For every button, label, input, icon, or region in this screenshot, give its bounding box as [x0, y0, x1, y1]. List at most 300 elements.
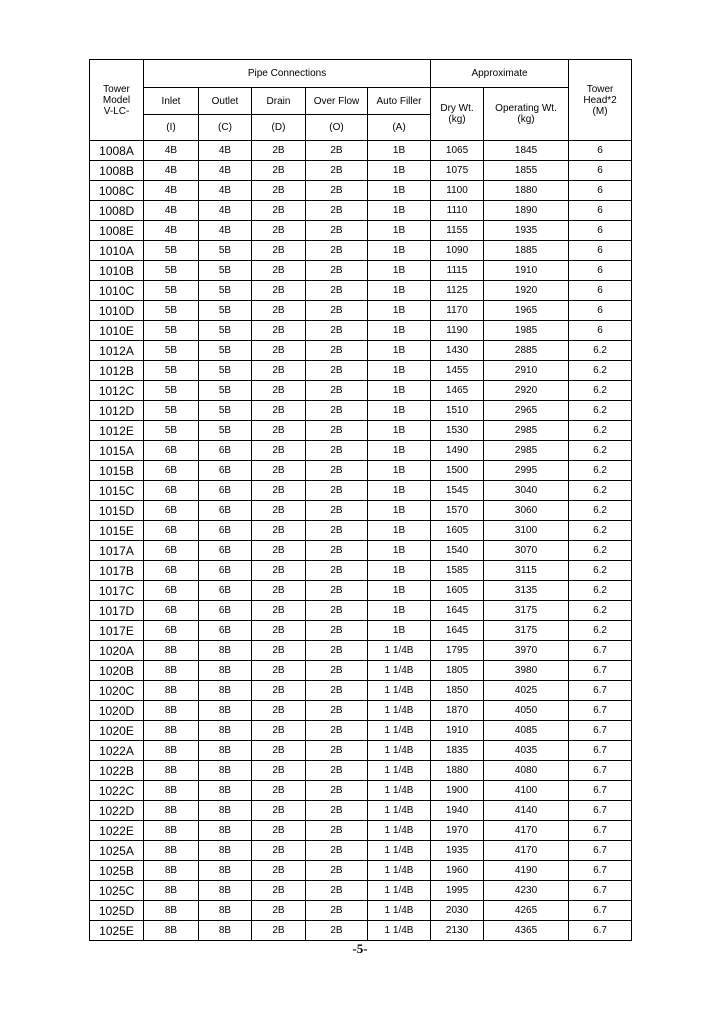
tower-head-cell: 6.7: [569, 921, 632, 941]
tower-model-cell: 1015D: [90, 501, 144, 521]
table-row: [90, 361, 632, 381]
dry-weight-cell: 1805: [431, 661, 484, 681]
tower-model-cell: 1017B: [90, 561, 144, 581]
table-row: [90, 841, 632, 861]
outlet-cell: 5B: [199, 421, 252, 441]
dry-weight-cell: 1540: [431, 541, 484, 561]
dry-weight-cell: 1645: [431, 601, 484, 621]
table-row: [90, 241, 632, 261]
drain-cell: 2B: [252, 221, 306, 241]
tower-head-cell: 6.2: [569, 341, 632, 361]
dry-weight-cell: 1995: [431, 881, 484, 901]
operating-weight-cell: 1855: [484, 161, 569, 181]
dry-weight-cell: 1530: [431, 421, 484, 441]
tower-model-cell: 1025D: [90, 901, 144, 921]
specification-table: [89, 59, 632, 941]
dry-weight-cell: 1900: [431, 781, 484, 801]
tower-model-cell: 1020A: [90, 641, 144, 661]
outlet-cell: 8B: [199, 721, 252, 741]
table-row: [90, 321, 632, 341]
over-flow-cell: 2B: [306, 561, 368, 581]
inlet-cell: 5B: [144, 261, 199, 281]
dry-weight-cell: 1850: [431, 681, 484, 701]
table-row: [90, 401, 632, 421]
over-flow-cell: 2B: [306, 621, 368, 641]
tower-head-cell: 6.2: [569, 481, 632, 501]
tower-head-cell: 6: [569, 141, 632, 161]
over-flow-cell: 2B: [306, 921, 368, 941]
inlet-cell: 5B: [144, 321, 199, 341]
auto-filler-cell: 1 1/4B: [368, 721, 431, 741]
auto-filler-cell: 1 1/4B: [368, 701, 431, 721]
operating-weight-cell: 2920: [484, 381, 569, 401]
auto-filler-cell: 1 1/4B: [368, 861, 431, 881]
drain-cell: 2B: [252, 481, 306, 501]
over-flow-cell: 2B: [306, 141, 368, 161]
operating-weight-cell: 4085: [484, 721, 569, 741]
table-row: [90, 741, 632, 761]
operating-weight-header: [484, 88, 569, 141]
inlet-cell: 6B: [144, 501, 199, 521]
operating-weight-cell: 3070: [484, 541, 569, 561]
operating-weight-cell: 2995: [484, 461, 569, 481]
tower-model-cell: 1010D: [90, 301, 144, 321]
outlet-cell: 5B: [199, 361, 252, 381]
operating-weight-cell: 4035: [484, 741, 569, 761]
over-flow-cell: 2B: [306, 381, 368, 401]
tower-model-header: [90, 60, 144, 141]
outlet-cell: 8B: [199, 861, 252, 881]
tower-head-cell: 6.2: [569, 461, 632, 481]
table-row: [90, 461, 632, 481]
dry-weight-header-line: Dry Wt.: [440, 103, 474, 114]
over-flow-cell: 2B: [306, 801, 368, 821]
over-flow-cell: 2B: [306, 901, 368, 921]
table-row: [90, 161, 632, 181]
over-flow-cell: 2B: [306, 781, 368, 801]
outlet-cell: 8B: [199, 841, 252, 861]
tower-model-cell: 1010E: [90, 321, 144, 341]
tower-head-cell: 6.7: [569, 901, 632, 921]
tower-head-cell: 6.7: [569, 801, 632, 821]
approximate-header: Approximate: [431, 60, 569, 88]
tower-head-header-line: (M): [592, 105, 608, 117]
dry-weight-cell: 1645: [431, 621, 484, 641]
drain-cell: 2B: [252, 841, 306, 861]
auto-filler-cell: 1B: [368, 241, 431, 261]
operating-weight-cell: 4050: [484, 701, 569, 721]
over-flow-cell: 2B: [306, 721, 368, 741]
tower-model-cell: 1020E: [90, 721, 144, 741]
drain-cell: 2B: [252, 401, 306, 421]
over-flow-cell: 2B: [306, 441, 368, 461]
tower-model-cell: 1010A: [90, 241, 144, 261]
over-flow-cell: 2B: [306, 221, 368, 241]
inlet-cell: 8B: [144, 861, 199, 881]
tower-model-cell: 1022A: [90, 741, 144, 761]
tower-model-cell: 1025E: [90, 921, 144, 941]
dry-weight-cell: 1835: [431, 741, 484, 761]
inlet-cell: 6B: [144, 601, 199, 621]
auto-filler-cell: 1B: [368, 581, 431, 601]
tower-model-cell: 1012E: [90, 421, 144, 441]
table-row: [90, 601, 632, 621]
inlet-cell: 5B: [144, 301, 199, 321]
tower-head-header-line: Tower: [586, 83, 614, 95]
dry-weight-cell: 1940: [431, 801, 484, 821]
inlet-cell: 8B: [144, 761, 199, 781]
dry-weight-cell: 1465: [431, 381, 484, 401]
auto-filler-cell: 1 1/4B: [368, 661, 431, 681]
inlet-code: (I): [144, 115, 199, 141]
over-flow-cell: 2B: [306, 861, 368, 881]
over-flow-cell: 2B: [306, 741, 368, 761]
inlet-cell: 4B: [144, 221, 199, 241]
drain-header: Drain: [252, 88, 306, 115]
tower-model-cell: 1015C: [90, 481, 144, 501]
dry-weight-cell: 1190: [431, 321, 484, 341]
auto-filler-cell: 1 1/4B: [368, 921, 431, 941]
dry-weight-cell: 2030: [431, 901, 484, 921]
auto-filler-cell: 1B: [368, 481, 431, 501]
dry-weight-cell: 1170: [431, 301, 484, 321]
inlet-cell: 6B: [144, 441, 199, 461]
outlet-cell: 8B: [199, 661, 252, 681]
auto-filler-cell: 1B: [368, 521, 431, 541]
drain-cell: 2B: [252, 601, 306, 621]
auto-filler-cell: 1B: [368, 461, 431, 481]
table-row: [90, 641, 632, 661]
auto-filler-cell: 1 1/4B: [368, 821, 431, 841]
tower-head-cell: 6: [569, 321, 632, 341]
auto-filler-cell: 1B: [368, 561, 431, 581]
inlet-cell: 4B: [144, 141, 199, 161]
over-flow-cell: 2B: [306, 301, 368, 321]
tower-model-cell: 1008A: [90, 141, 144, 161]
tower-model-cell: 1008C: [90, 181, 144, 201]
table-row: [90, 501, 632, 521]
drain-cell: 2B: [252, 241, 306, 261]
inlet-cell: 8B: [144, 921, 199, 941]
drain-cell: 2B: [252, 821, 306, 841]
dry-weight-cell: 1100: [431, 181, 484, 201]
operating-weight-cell: 1965: [484, 301, 569, 321]
outlet-cell: 6B: [199, 621, 252, 641]
dry-weight-cell: 1585: [431, 561, 484, 581]
inlet-cell: 5B: [144, 281, 199, 301]
drain-cell: 2B: [252, 701, 306, 721]
outlet-cell: 5B: [199, 321, 252, 341]
auto-filler-cell: 1B: [368, 601, 431, 621]
operating-weight-cell: 1935: [484, 221, 569, 241]
tower-head-cell: 6.2: [569, 561, 632, 581]
operating-weight-cell: 1845: [484, 141, 569, 161]
drain-cell: 2B: [252, 181, 306, 201]
operating-weight-cell: 3970: [484, 641, 569, 661]
drain-cell: 2B: [252, 921, 306, 941]
outlet-cell: 8B: [199, 781, 252, 801]
operating-weight-cell: 1885: [484, 241, 569, 261]
outlet-cell: 8B: [199, 881, 252, 901]
outlet-cell: 4B: [199, 161, 252, 181]
auto-filler-cell: 1B: [368, 181, 431, 201]
drain-code: (D): [252, 115, 306, 141]
dry-weight-cell: 1970: [431, 821, 484, 841]
tower-head-cell: 6: [569, 221, 632, 241]
auto-filler-cell: 1B: [368, 321, 431, 341]
operating-weight-cell: 3115: [484, 561, 569, 581]
over-flow-cell: 2B: [306, 481, 368, 501]
auto-filler-cell: 1B: [368, 421, 431, 441]
table-row: [90, 261, 632, 281]
tower-head-cell: 6.2: [569, 621, 632, 641]
outlet-cell: 6B: [199, 481, 252, 501]
operating-weight-cell: 4140: [484, 801, 569, 821]
tower-head-cell: 6.2: [569, 601, 632, 621]
drain-cell: 2B: [252, 321, 306, 341]
dry-weight-cell: 1910: [431, 721, 484, 741]
table-row: [90, 301, 632, 321]
tower-model-cell: 1008D: [90, 201, 144, 221]
operating-weight-header-line: Operating Wt.: [495, 103, 557, 114]
operating-weight-cell: 4080: [484, 761, 569, 781]
over-flow-header: Over Flow: [306, 88, 368, 115]
tower-model-cell: 1022E: [90, 821, 144, 841]
operating-weight-cell: 2985: [484, 421, 569, 441]
tower-head-cell: 6: [569, 161, 632, 181]
outlet-cell: 8B: [199, 921, 252, 941]
dry-weight-cell: 1155: [431, 221, 484, 241]
auto-filler-cell: 1B: [368, 201, 431, 221]
over-flow-cell: 2B: [306, 641, 368, 661]
drain-cell: 2B: [252, 881, 306, 901]
table-row: [90, 421, 632, 441]
tower-head-cell: 6: [569, 281, 632, 301]
over-flow-cell: 2B: [306, 461, 368, 481]
table-row: [90, 481, 632, 501]
inlet-cell: 8B: [144, 661, 199, 681]
dry-weight-cell: 1075: [431, 161, 484, 181]
tower-head-cell: 6.2: [569, 401, 632, 421]
outlet-cell: 4B: [199, 221, 252, 241]
tower-model-cell: 1008B: [90, 161, 144, 181]
inlet-cell: 5B: [144, 241, 199, 261]
table-row: [90, 921, 632, 941]
inlet-cell: 4B: [144, 201, 199, 221]
tower-model-header-line: V-LC-: [103, 105, 130, 117]
tower-head-cell: 6.2: [569, 521, 632, 541]
drain-cell: 2B: [252, 861, 306, 881]
tower-head-cell: 6.7: [569, 701, 632, 721]
operating-weight-cell: 2910: [484, 361, 569, 381]
table-row: [90, 561, 632, 581]
drain-cell: 2B: [252, 521, 306, 541]
table-row: [90, 861, 632, 881]
over-flow-cell: 2B: [306, 161, 368, 181]
inlet-cell: 5B: [144, 421, 199, 441]
over-flow-cell: 2B: [306, 581, 368, 601]
auto-filler-code: (A): [368, 115, 431, 141]
auto-filler-cell: 1 1/4B: [368, 781, 431, 801]
inlet-cell: 5B: [144, 341, 199, 361]
outlet-cell: 8B: [199, 701, 252, 721]
table-row: [90, 521, 632, 541]
tower-model-cell: 1022D: [90, 801, 144, 821]
tower-head-cell: 6.7: [569, 741, 632, 761]
tower-head-header: [569, 60, 632, 141]
auto-filler-cell: 1 1/4B: [368, 901, 431, 921]
auto-filler-cell: 1B: [368, 401, 431, 421]
tower-head-cell: 6.7: [569, 841, 632, 861]
table-row: [90, 581, 632, 601]
auto-filler-cell: 1B: [368, 441, 431, 461]
outlet-cell: 5B: [199, 261, 252, 281]
outlet-cell: 6B: [199, 601, 252, 621]
inlet-cell: 8B: [144, 821, 199, 841]
outlet-cell: 8B: [199, 801, 252, 821]
auto-filler-cell: 1 1/4B: [368, 881, 431, 901]
inlet-cell: 8B: [144, 781, 199, 801]
drain-cell: 2B: [252, 681, 306, 701]
dry-weight-cell: 1490: [431, 441, 484, 461]
tower-model-cell: 1015E: [90, 521, 144, 541]
tower-head-cell: 6.2: [569, 421, 632, 441]
inlet-cell: 8B: [144, 681, 199, 701]
tower-model-cell: 1017E: [90, 621, 144, 641]
over-flow-cell: 2B: [306, 681, 368, 701]
outlet-cell: 5B: [199, 341, 252, 361]
over-flow-cell: 2B: [306, 701, 368, 721]
tower-head-cell: 6.7: [569, 681, 632, 701]
operating-weight-cell: 1920: [484, 281, 569, 301]
inlet-cell: 8B: [144, 801, 199, 821]
inlet-cell: 8B: [144, 721, 199, 741]
tower-model-cell: 1017C: [90, 581, 144, 601]
tower-head-cell: 6.2: [569, 381, 632, 401]
auto-filler-cell: 1B: [368, 541, 431, 561]
inlet-cell: 8B: [144, 901, 199, 921]
tower-model-cell: 1012B: [90, 361, 144, 381]
inlet-cell: 6B: [144, 621, 199, 641]
table-row: [90, 681, 632, 701]
over-flow-cell: 2B: [306, 241, 368, 261]
tower-model-header-line: Model: [102, 94, 131, 106]
operating-weight-cell: 3040: [484, 481, 569, 501]
inlet-cell: 6B: [144, 581, 199, 601]
page-number: -5-: [352, 941, 368, 956]
drain-cell: 2B: [252, 721, 306, 741]
over-flow-cell: 2B: [306, 501, 368, 521]
drain-cell: 2B: [252, 761, 306, 781]
tower-head-cell: 6.7: [569, 721, 632, 741]
tower-model-cell: 1017D: [90, 601, 144, 621]
operating-weight-cell: 4100: [484, 781, 569, 801]
outlet-cell: 8B: [199, 901, 252, 921]
table-row: [90, 801, 632, 821]
table-row: [90, 541, 632, 561]
inlet-cell: 6B: [144, 481, 199, 501]
operating-weight-header-line: (kg): [517, 114, 535, 125]
table-row: [90, 761, 632, 781]
table-row: [90, 281, 632, 301]
table-row: [90, 181, 632, 201]
table-row: [90, 661, 632, 681]
over-flow-cell: 2B: [306, 341, 368, 361]
tower-model-cell: 1025C: [90, 881, 144, 901]
tower-model-cell: 1015A: [90, 441, 144, 461]
tower-model-cell: 1025A: [90, 841, 144, 861]
tower-head-cell: 6.2: [569, 501, 632, 521]
tower-model-header-line: Tower: [103, 83, 130, 95]
outlet-cell: 6B: [199, 461, 252, 481]
drain-cell: 2B: [252, 561, 306, 581]
table-row: [90, 141, 632, 161]
tower-head-cell: 6.7: [569, 781, 632, 801]
tower-head-cell: 6.2: [569, 361, 632, 381]
outlet-cell: 4B: [199, 181, 252, 201]
table-body: [90, 141, 632, 941]
outlet-cell: 6B: [199, 581, 252, 601]
drain-cell: 2B: [252, 901, 306, 921]
tower-model-cell: 1010C: [90, 281, 144, 301]
pipe-connections-header: Pipe Connections: [144, 60, 431, 88]
auto-filler-cell: 1 1/4B: [368, 681, 431, 701]
operating-weight-cell: 4170: [484, 821, 569, 841]
outlet-cell: 5B: [199, 281, 252, 301]
outlet-cell: 8B: [199, 741, 252, 761]
tower-model-cell: 1020D: [90, 701, 144, 721]
dry-weight-cell: 2130: [431, 921, 484, 941]
drain-cell: 2B: [252, 361, 306, 381]
over-flow-cell: 2B: [306, 401, 368, 421]
inlet-cell: 6B: [144, 561, 199, 581]
operating-weight-cell: 4190: [484, 861, 569, 881]
auto-filler-cell: 1B: [368, 281, 431, 301]
operating-weight-cell: 3175: [484, 621, 569, 641]
tower-model-cell: 1015B: [90, 461, 144, 481]
drain-cell: 2B: [252, 581, 306, 601]
tower-model-cell: 1012C: [90, 381, 144, 401]
drain-cell: 2B: [252, 261, 306, 281]
inlet-cell: 6B: [144, 461, 199, 481]
tower-head-cell: 6.2: [569, 541, 632, 561]
operating-weight-cell: 4230: [484, 881, 569, 901]
auto-filler-cell: 1B: [368, 221, 431, 241]
operating-weight-cell: 1880: [484, 181, 569, 201]
dry-weight-cell: 1455: [431, 361, 484, 381]
drain-cell: 2B: [252, 801, 306, 821]
over-flow-code: (O): [306, 115, 368, 141]
outlet-code: (C): [199, 115, 252, 141]
operating-weight-cell: 4265: [484, 901, 569, 921]
operating-weight-cell: 3100: [484, 521, 569, 541]
tower-model-cell: 1012D: [90, 401, 144, 421]
tower-head-cell: 6: [569, 241, 632, 261]
drain-cell: 2B: [252, 381, 306, 401]
tower-model-cell: 1008E: [90, 221, 144, 241]
dry-weight-cell: 1880: [431, 761, 484, 781]
over-flow-cell: 2B: [306, 421, 368, 441]
inlet-cell: 8B: [144, 701, 199, 721]
drain-cell: 2B: [252, 661, 306, 681]
over-flow-cell: 2B: [306, 761, 368, 781]
over-flow-cell: 2B: [306, 601, 368, 621]
inlet-cell: 6B: [144, 521, 199, 541]
auto-filler-cell: 1 1/4B: [368, 801, 431, 821]
dry-weight-cell: 1115: [431, 261, 484, 281]
over-flow-cell: 2B: [306, 541, 368, 561]
operating-weight-cell: 3980: [484, 661, 569, 681]
